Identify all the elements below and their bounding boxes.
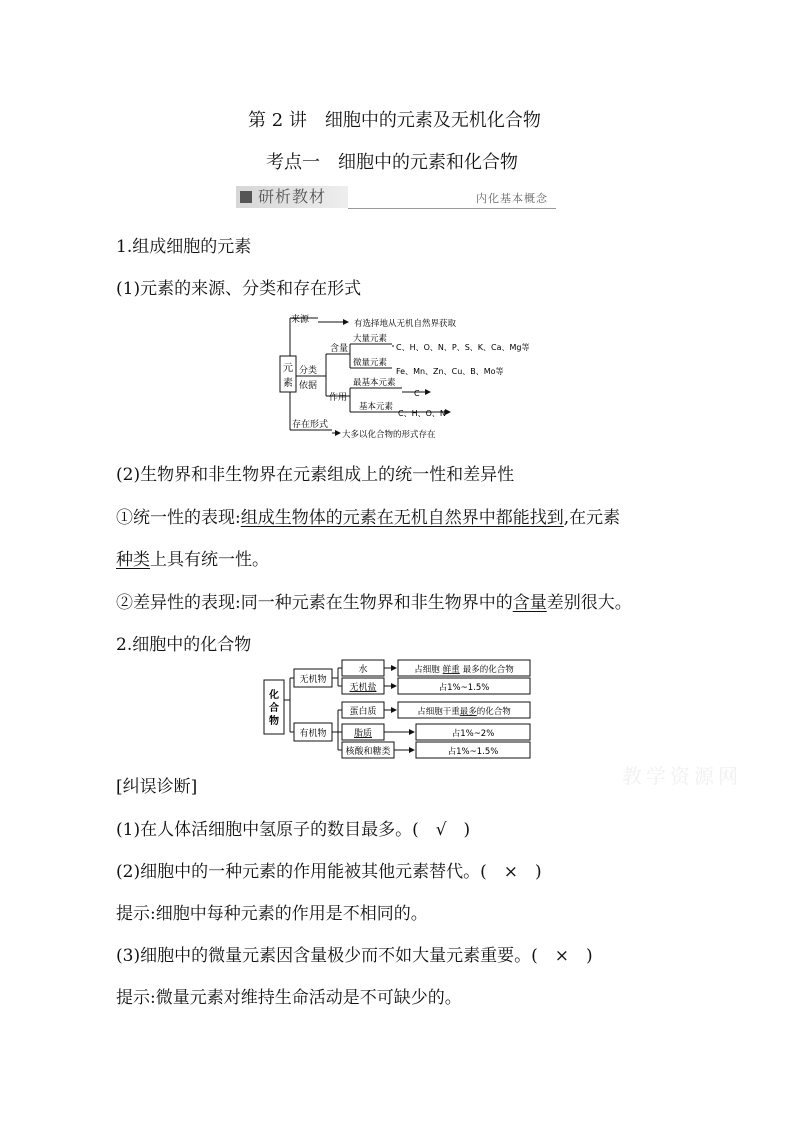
form-label: 存在形式: [292, 420, 329, 430]
difference-prefix: ②差异性的表现:同一种元素在生物界和非生物界中的: [116, 593, 513, 613]
element-root-char2: 素: [283, 378, 293, 389]
banner-right-label: 内化基本概念: [476, 192, 548, 205]
unity-line-2: [116, 545, 269, 570]
diagnosis-q1: (1)在人体活细胞中氢原子的数目最多。( √ ): [116, 820, 471, 840]
diagnosis-q2: (2)细胞中的一种元素的作用能被其他元素替代。( × ): [116, 862, 542, 882]
source-text: 有选择地从无机自然界获取: [354, 319, 457, 329]
diagnosis-hint2: 提示:细胞中每种元素的作用是不相同的。: [116, 904, 428, 924]
nucleic-label: 核酸和糖类: [345, 747, 391, 757]
water-desc: 占细胞 鲜重 最多的化合物: [414, 665, 514, 675]
nucleic-desc: 占1%~1.5%: [447, 747, 499, 757]
lipid-label: 脂质: [353, 729, 373, 739]
compound-root-char3: 物: [269, 716, 279, 727]
lecture-title: 第 2 讲 细胞中的元素及无机化合物: [248, 110, 541, 131]
most-basic-label: 最基本元素: [353, 378, 396, 388]
salt-desc: 占1%~1.5%: [438, 683, 490, 693]
element-classification-diagram: [270, 308, 540, 442]
content-label: 含量: [330, 344, 349, 354]
source-label: 来源: [291, 315, 310, 325]
section1-sub2: (2)生物界和非生物界在元素组成上的统一性和差异性: [116, 465, 515, 485]
compound-root-char2: 合: [269, 703, 279, 714]
section2-heading: 2.细胞中的化合物: [116, 635, 252, 655]
unity-line-1: [116, 503, 620, 528]
watermark: 教学资源网: [622, 764, 742, 788]
inorganic-label: 无机物: [299, 675, 327, 685]
compound-root-char1: 化: [269, 690, 279, 701]
element-root-char1: 元: [283, 363, 293, 374]
lipid-desc: 占1%~2%: [451, 729, 495, 739]
unity-middle: ,在元素: [563, 508, 621, 528]
section1-heading: 1.组成细胞的元素: [116, 237, 252, 257]
unity-underlined-2: 种类: [116, 550, 150, 570]
diagnosis-heading: [纠误诊断]: [116, 777, 198, 797]
organic-label: 有机物: [299, 729, 327, 739]
salt-label: 无机盐: [349, 683, 377, 693]
basic-text: C、H、O、N: [398, 409, 446, 418]
water-label: 水: [358, 665, 368, 675]
compounds-diagram: [262, 658, 536, 762]
protein-label: 蛋白质: [349, 707, 377, 717]
section1-sub1: (1)元素的来源、分类和存在形式: [116, 279, 362, 299]
basic-label: 基本元素: [359, 402, 394, 412]
macro-text: C、H、O、N、P、S、K、Ca、Mg等: [396, 343, 530, 352]
banner-square-icon: [240, 191, 252, 203]
micro-label: 微量元素: [353, 358, 388, 368]
banner-label-box: [236, 186, 348, 208]
diagnosis-hint3: 提示:微量元素对维持生命活动是不可缺少的。: [116, 988, 462, 1008]
difference-underlined: 含量: [512, 593, 547, 613]
protein-desc: 占细胞干重最多的化合物: [417, 707, 511, 717]
unity-underlined: 组成生物体的元素在无机自然界中都能找到: [240, 508, 564, 528]
banner-divider: [348, 208, 556, 209]
unity-prefix: ①统一性的表现:: [116, 508, 241, 528]
form-text: 大多以化合物的形式存在: [342, 430, 436, 440]
classify-label-1: 分类: [299, 366, 318, 376]
most-basic-text: C: [414, 389, 420, 398]
role-label: 作用: [329, 393, 348, 403]
difference-suffix: 差别很大。: [546, 593, 632, 613]
banner-left-label: 研析教材: [258, 187, 327, 206]
classify-label-2: 依据: [299, 381, 318, 391]
diagnosis-q3: (3)细胞中的微量元素因含量极少而不如大量元素重要。( × ): [116, 946, 593, 966]
micro-text: Fe、Mn、Zn、Cu、B、Mo等: [396, 367, 504, 376]
unity-suffix: 上具有统一性。: [150, 550, 269, 570]
macro-label: 大量元素: [353, 334, 388, 344]
section-banner: [236, 184, 556, 212]
difference-line: [116, 588, 632, 613]
section-title: 考点一 细胞中的元素和化合物: [266, 152, 518, 173]
